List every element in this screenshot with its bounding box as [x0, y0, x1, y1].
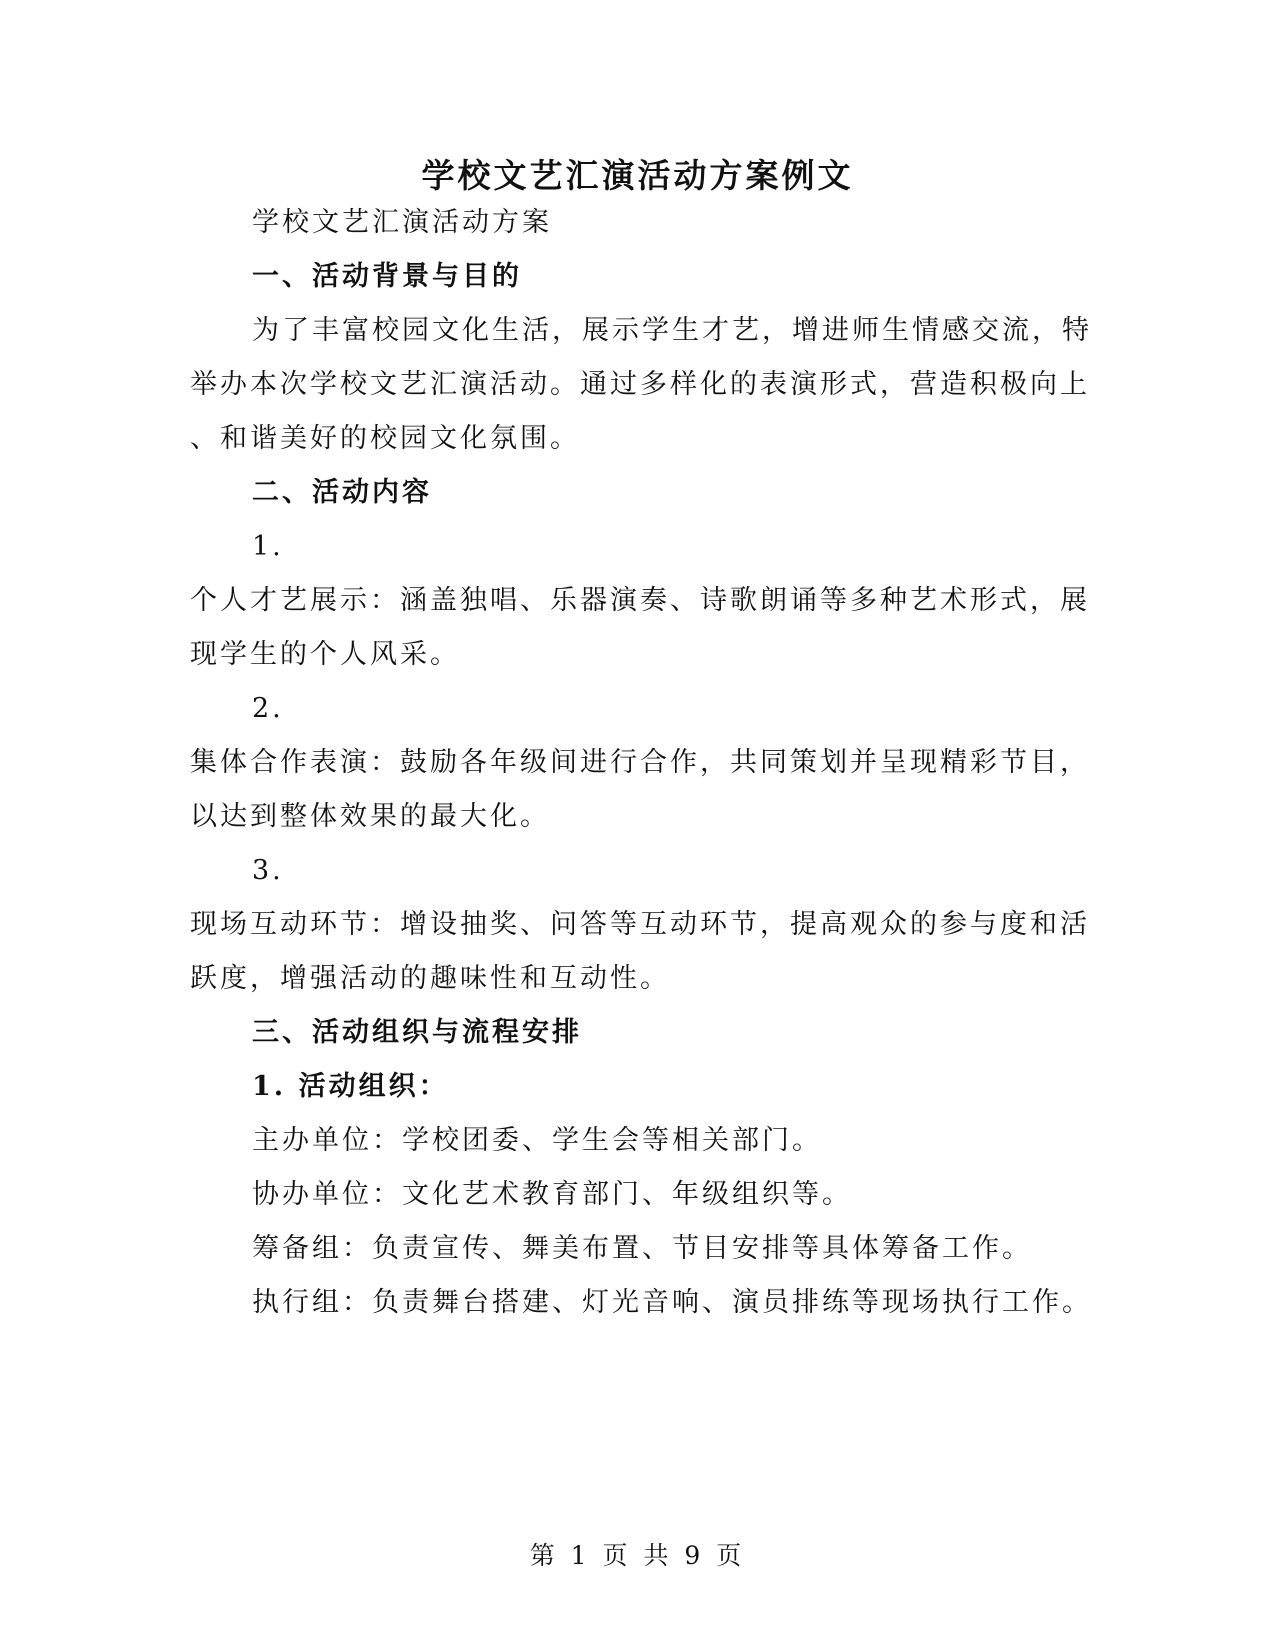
list-item-text: 以达到整体效果的最大化。: [190, 801, 550, 832]
organizer-line: 主办单位：学校团委、学生会等相关部门。: [252, 1125, 822, 1156]
page-footer: 第 1 页 共 9 页: [529, 1541, 746, 1570]
document-title: 学校文艺汇演活动方案例文: [421, 156, 854, 195]
list-item-number: 1.: [252, 531, 284, 562]
list-item-text: 跃度，增强活动的趣味性和互动性。: [190, 963, 670, 994]
list-item-number: 3.: [252, 855, 284, 886]
list-item-number: 2.: [252, 693, 284, 724]
section-3-subheading: 1. 活动组织：: [252, 1071, 449, 1102]
section-1-heading: 一、活动背景与目的: [252, 261, 522, 292]
execution-team-line: 执行组：负责舞台搭建、灯光音响、演员排练等现场执行工作。: [252, 1287, 1092, 1318]
section-2-heading: 二、活动内容: [252, 477, 432, 508]
plan-subtitle: 学校文艺汇演活动方案: [252, 207, 552, 238]
section-1-line: 、和谐美好的校园文化氛围。: [190, 423, 580, 454]
list-item-text: 集体合作表演：鼓励各年级间进行合作，共同策划并呈现精彩节目，: [190, 747, 1090, 778]
list-item-text: 现学生的个人风采。: [190, 639, 460, 670]
list-item-text: 现场互动环节：增设抽奖、问答等互动环节，提高观众的参与度和活: [190, 909, 1090, 940]
prep-team-line: 筹备组：负责宣传、舞美布置、节目安排等具体筹备工作。: [252, 1233, 1032, 1264]
co-organizer-line: 协办单位：文化艺术教育部门、年级组织等。: [252, 1179, 852, 1210]
section-3-heading: 三、活动组织与流程安排: [252, 1017, 582, 1048]
section-1-line: 为了丰富校园文化生活，展示学生才艺，增进师生情感交流，特: [252, 315, 1092, 346]
section-1-line: 举办本次学校文艺汇演活动。通过多样化的表演形式，营造积极向上: [190, 369, 1090, 400]
list-item-text: 个人才艺展示：涵盖独唱、乐器演奏、诗歌朗诵等多种艺术形式，展: [190, 585, 1090, 616]
